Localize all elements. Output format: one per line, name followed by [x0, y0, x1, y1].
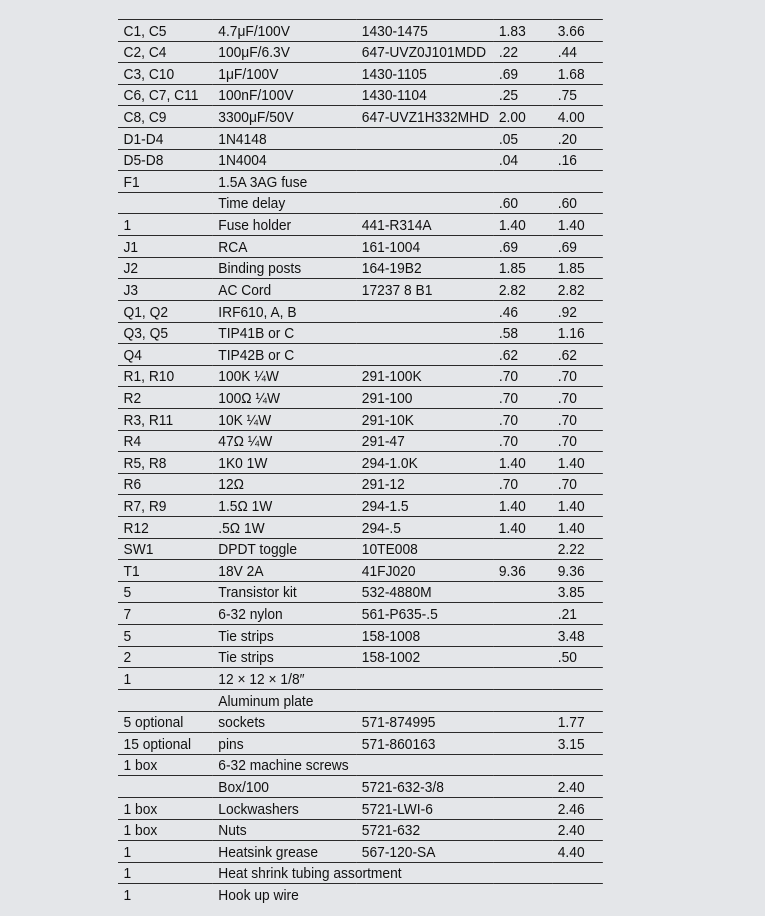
qty-ref-cell: Q4 — [123, 346, 142, 364]
table-row — [118, 689, 603, 711]
part-number-cell — [356, 149, 493, 171]
unit-price-cell — [493, 668, 552, 690]
total-price-cell: .62 — [557, 346, 577, 364]
description-cell: 1K0 1W — [218, 454, 268, 472]
qty-ref-cell: 1 — [123, 887, 132, 905]
description-cell: 1μF/100V — [218, 65, 279, 83]
qty-ref-cell: 1 box — [123, 757, 158, 775]
qty-ref-cell: 5 — [123, 627, 132, 645]
table-row — [118, 279, 603, 301]
unit-price-cell — [493, 581, 552, 603]
description-cell: IRF610, A, B — [218, 303, 297, 321]
qty-ref-cell: C3, C10 — [123, 65, 175, 83]
part-number-cell: 41FJ020 — [361, 562, 416, 580]
qty-ref-cell: R3, R11 — [123, 411, 174, 429]
qty-ref-cell: F1 — [123, 173, 140, 191]
table-row — [118, 495, 603, 517]
qty-ref-cell: R7, R9 — [123, 498, 167, 516]
total-price-cell: 1.77 — [557, 714, 585, 732]
table-row — [118, 603, 603, 625]
total-price-cell: 3.85 — [557, 584, 585, 602]
unit-price-cell: 2.00 — [498, 109, 526, 127]
table-row — [118, 776, 603, 798]
total-price-cell: 1.40 — [557, 519, 585, 537]
total-price-cell: .16 — [557, 152, 577, 170]
table-row — [118, 625, 603, 647]
table-row — [118, 668, 603, 690]
description-cell: 3300μF/50V — [218, 109, 294, 127]
part-number-cell: 5721-LWI-6 — [361, 800, 433, 818]
part-number-cell — [356, 128, 493, 150]
unit-price-cell: 1.40 — [498, 217, 526, 235]
unit-price-cell — [493, 819, 552, 841]
part-number-cell: 291-12 — [361, 476, 405, 494]
description-cell: Binding posts — [218, 260, 302, 278]
part-number-cell: 161-1004 — [361, 238, 421, 256]
unit-price-cell: .69 — [498, 238, 519, 256]
total-price-cell: .75 — [557, 87, 577, 105]
part-number-cell: 294-1.0K — [361, 454, 418, 472]
qty-ref-cell: 2 — [123, 649, 132, 667]
total-price-cell: .70 — [557, 433, 577, 451]
qty-ref-cell: Q1, Q2 — [123, 303, 169, 321]
part-number-cell: 441-R314A — [361, 217, 432, 235]
total-price-cell — [552, 668, 603, 690]
description-cell: Heat shrink tubing assortment — [218, 865, 402, 883]
table-row — [118, 797, 603, 819]
unit-price-cell: 1.85 — [498, 260, 526, 278]
qty-ref-cell: R5, R8 — [123, 454, 167, 472]
total-price-cell: 1.40 — [557, 498, 585, 516]
description-cell: Time delay — [218, 195, 286, 213]
unit-price-cell — [493, 797, 552, 819]
description-cell: 100K ¼W — [218, 368, 279, 386]
part-number-cell — [356, 322, 493, 344]
table-row — [118, 473, 603, 495]
part-number-cell: 532-4880M — [361, 584, 432, 602]
unit-price-cell: 1.40 — [498, 454, 526, 472]
unit-price-cell: 1.83 — [498, 22, 526, 40]
unit-price-cell: .60 — [498, 195, 519, 213]
unit-price-cell — [493, 862, 552, 884]
total-price-cell: 1.40 — [557, 217, 585, 235]
unit-price-cell — [493, 646, 552, 668]
qty-ref-cell: 1 box — [123, 800, 158, 818]
description-cell: Lockwashers — [218, 800, 299, 818]
total-price-cell: 1.16 — [557, 325, 585, 343]
part-number-cell: 571-874995 — [361, 714, 436, 732]
part-number-cell: 647-UVZ1H332MHD — [361, 109, 490, 127]
unit-price-cell: .04 — [498, 152, 519, 170]
description-cell: Tie strips — [218, 627, 274, 645]
table-row — [118, 819, 603, 841]
table-row — [118, 365, 603, 387]
total-price-cell: .50 — [557, 649, 577, 667]
table-row — [118, 862, 603, 884]
unit-price-cell: .70 — [498, 476, 519, 494]
part-number-cell: 158-1002 — [361, 649, 421, 667]
total-price-cell: 4.40 — [557, 843, 585, 861]
table-row — [118, 63, 603, 85]
unit-price-cell: .62 — [498, 346, 519, 364]
qty-ref-cell: 7 — [123, 606, 132, 624]
total-price-cell: .44 — [557, 44, 577, 62]
description-cell: Nuts — [218, 822, 247, 840]
unit-price-cell: .25 — [498, 87, 519, 105]
unit-price-cell: .70 — [498, 433, 519, 451]
part-number-cell: 291-100K — [361, 368, 422, 386]
description-cell: 1.5A 3AG fuse — [218, 173, 308, 191]
total-price-cell — [552, 689, 603, 711]
table-row — [118, 408, 603, 430]
part-number-cell: 291-47 — [361, 433, 405, 451]
qty-ref-cell — [118, 776, 213, 798]
table-row — [118, 581, 603, 603]
part-number-cell: 5721-632 — [361, 822, 421, 840]
table-row — [118, 344, 603, 366]
qty-ref-cell: T1 — [123, 562, 140, 580]
description-cell: 1N4004 — [218, 152, 267, 170]
description-cell: 100nF/100V — [218, 87, 294, 105]
part-number-cell: 567-120-SA — [361, 843, 436, 861]
description-cell: Box/100 — [218, 778, 269, 796]
total-price-cell: 1.68 — [557, 65, 585, 83]
qty-ref-cell: 1 — [123, 217, 132, 235]
unit-price-cell: 9.36 — [498, 562, 526, 580]
table-row — [118, 517, 603, 539]
table-row — [118, 236, 603, 258]
description-cell: pins — [218, 735, 244, 753]
table-row — [118, 322, 603, 344]
table-row — [118, 149, 603, 171]
unit-price-cell: .58 — [498, 325, 519, 343]
part-number-cell: 291-100 — [361, 389, 413, 407]
table-row — [118, 300, 603, 322]
unit-price-cell — [493, 884, 552, 906]
table-row — [118, 884, 603, 906]
parts-list-body — [118, 20, 603, 906]
total-price-cell: 3.15 — [557, 735, 585, 753]
unit-price-cell — [493, 733, 552, 755]
qty-ref-cell: D1-D4 — [123, 130, 164, 148]
total-price-cell: 3.66 — [557, 22, 585, 40]
part-number-cell — [356, 754, 493, 776]
total-price-cell: 2.46 — [557, 800, 585, 818]
unit-price-cell — [493, 841, 552, 863]
unit-price-cell: 1.40 — [498, 519, 526, 537]
qty-ref-cell: C8, C9 — [123, 109, 167, 127]
total-price-cell: .21 — [557, 606, 577, 624]
part-number-cell: 164-19B2 — [361, 260, 422, 278]
total-price-cell: 3.48 — [557, 627, 585, 645]
description-cell: 10K ¼W — [218, 411, 272, 429]
unit-price-cell: .70 — [498, 411, 519, 429]
table-row — [118, 257, 603, 279]
description-cell: DPDT toggle — [218, 541, 298, 559]
part-number-cell: 5721-632-3/8 — [361, 778, 444, 796]
part-number-cell: 294-.5 — [361, 519, 401, 537]
qty-ref-cell: 1 box — [123, 822, 158, 840]
description-cell: 6-32 machine screws — [218, 757, 349, 775]
parts-list-table — [118, 19, 603, 905]
part-number-cell — [356, 668, 493, 690]
part-number-cell — [356, 171, 493, 193]
part-number-cell — [356, 192, 493, 214]
unit-price-cell: 1.40 — [498, 498, 526, 516]
table-row — [118, 41, 603, 63]
qty-ref-cell: R4 — [123, 433, 142, 451]
qty-ref-cell: 1 — [123, 843, 132, 861]
description-cell: Tie strips — [218, 649, 274, 667]
description-cell: Heatsink grease — [218, 843, 319, 861]
qty-ref-cell: 5 — [123, 584, 132, 602]
unit-price-cell — [493, 625, 552, 647]
description-cell: 47Ω ¼W — [218, 433, 273, 451]
description-cell: 18V 2A — [218, 562, 264, 580]
total-price-cell: 2.82 — [557, 281, 585, 299]
part-number-cell: 571-860163 — [361, 735, 436, 753]
total-price-cell: .70 — [557, 411, 577, 429]
qty-ref-cell: C6, C7, C11 — [123, 87, 199, 105]
qty-ref-cell: R12 — [123, 519, 149, 537]
part-number-cell: 291-10K — [361, 411, 414, 429]
total-price-cell: 2.22 — [557, 541, 585, 559]
table-row — [118, 538, 603, 560]
total-price-cell: .70 — [557, 476, 577, 494]
description-cell: 12 × 12 × 1/8″ — [218, 670, 305, 688]
total-price-cell: .92 — [557, 303, 577, 321]
total-price-cell: .20 — [557, 130, 577, 148]
qty-ref-cell: J2 — [123, 260, 139, 278]
total-price-cell — [552, 754, 603, 776]
total-price-cell: .60 — [557, 195, 577, 213]
qty-ref-cell: R2 — [123, 389, 142, 407]
unit-price-cell: .70 — [498, 368, 519, 386]
description-cell: TIP42B or C — [218, 346, 295, 364]
total-price-cell: .70 — [557, 368, 577, 386]
qty-ref-cell: SW1 — [123, 541, 154, 559]
qty-ref-cell: 5 optional — [123, 714, 184, 732]
unit-price-cell — [493, 603, 552, 625]
description-cell: TIP41B or C — [218, 325, 295, 343]
table-row — [118, 387, 603, 409]
table-row — [118, 171, 603, 193]
description-cell: Aluminum plate — [218, 692, 314, 710]
unit-price-cell: .69 — [498, 65, 519, 83]
qty-ref-cell: 15 optional — [123, 735, 192, 753]
total-price-cell: 1.40 — [557, 454, 585, 472]
part-number-cell: 294-1.5 — [361, 498, 409, 516]
qty-ref-cell: R1, R10 — [123, 368, 175, 386]
part-number-cell: 1430-1104 — [361, 87, 427, 105]
qty-ref-cell — [118, 689, 213, 711]
qty-ref-cell: J3 — [123, 281, 139, 299]
description-cell: 100μF/6.3V — [218, 44, 290, 62]
total-price-cell: 2.40 — [557, 778, 585, 796]
table-row — [118, 646, 603, 668]
unit-price-cell: 2.82 — [498, 281, 526, 299]
description-cell: 1N4148 — [218, 130, 267, 148]
table-row — [118, 754, 603, 776]
table-row — [118, 20, 603, 42]
description-cell: .5Ω 1W — [218, 519, 265, 537]
table-row — [118, 192, 603, 214]
description-cell: 12Ω — [218, 476, 244, 494]
part-number-cell: 17237 8 B1 — [361, 281, 433, 299]
total-price-cell: 9.36 — [557, 562, 585, 580]
qty-ref-cell: 1 — [123, 865, 132, 883]
total-price-cell — [552, 171, 603, 193]
total-price-cell: 4.00 — [557, 109, 585, 127]
unit-price-cell: .46 — [498, 303, 519, 321]
part-number-cell — [356, 884, 493, 906]
description-cell: 1.5Ω 1W — [218, 498, 273, 516]
total-price-cell: 2.40 — [557, 822, 585, 840]
table-row — [118, 430, 603, 452]
unit-price-cell: .05 — [498, 130, 519, 148]
qty-ref-cell — [118, 192, 213, 214]
qty-ref-cell: 1 — [123, 670, 132, 688]
qty-ref-cell: Q3, Q5 — [123, 325, 169, 343]
table-row — [118, 733, 603, 755]
qty-ref-cell: D5-D8 — [123, 152, 164, 170]
part-number-cell: 1430-1475 — [361, 22, 428, 40]
unit-price-cell — [493, 689, 552, 711]
description-cell: AC Cord — [218, 281, 272, 299]
part-number-cell: 647-UVZ0J101MDD — [361, 44, 487, 62]
description-cell: 4.7μF/100V — [218, 22, 290, 40]
unit-price-cell: .22 — [498, 44, 519, 62]
total-price-cell: .69 — [557, 238, 577, 256]
qty-ref-cell: C1, C5 — [123, 22, 167, 40]
unit-price-cell — [493, 171, 552, 193]
part-number-cell: 561-P635-.5 — [361, 606, 438, 624]
qty-ref-cell: J1 — [123, 238, 139, 256]
part-number-cell: 158-1008 — [361, 627, 421, 645]
table-row — [118, 452, 603, 474]
description-cell: Hook up wire — [218, 887, 299, 905]
total-price-cell: .70 — [557, 389, 577, 407]
unit-price-cell — [493, 754, 552, 776]
table-row — [118, 106, 603, 128]
total-price-cell: 1.85 — [557, 260, 585, 278]
table-row — [118, 84, 603, 106]
description-cell: 100Ω ¼W — [218, 389, 280, 407]
table-row — [118, 560, 603, 582]
table-row — [118, 711, 603, 733]
description-cell: Fuse holder — [218, 217, 292, 235]
table-row — [118, 128, 603, 150]
table-row — [118, 841, 603, 863]
description-cell: 6-32 nylon — [218, 606, 283, 624]
qty-ref-cell: C2, C4 — [123, 44, 167, 62]
unit-price-cell: .70 — [498, 389, 519, 407]
part-number-cell — [356, 689, 493, 711]
total-price-cell — [552, 884, 603, 906]
unit-price-cell — [493, 538, 552, 560]
description-cell: RCA — [218, 238, 248, 256]
unit-price-cell — [493, 776, 552, 798]
qty-ref-cell: R6 — [123, 476, 142, 494]
total-price-cell — [552, 862, 603, 884]
description-cell: sockets — [218, 714, 266, 732]
part-number-cell: 10TE008 — [361, 541, 418, 559]
part-number-cell: 1430-1105 — [361, 65, 427, 83]
description-cell: Transistor kit — [218, 584, 297, 602]
table-row — [118, 214, 603, 236]
unit-price-cell — [493, 711, 552, 733]
part-number-cell — [356, 300, 493, 322]
part-number-cell — [356, 344, 493, 366]
